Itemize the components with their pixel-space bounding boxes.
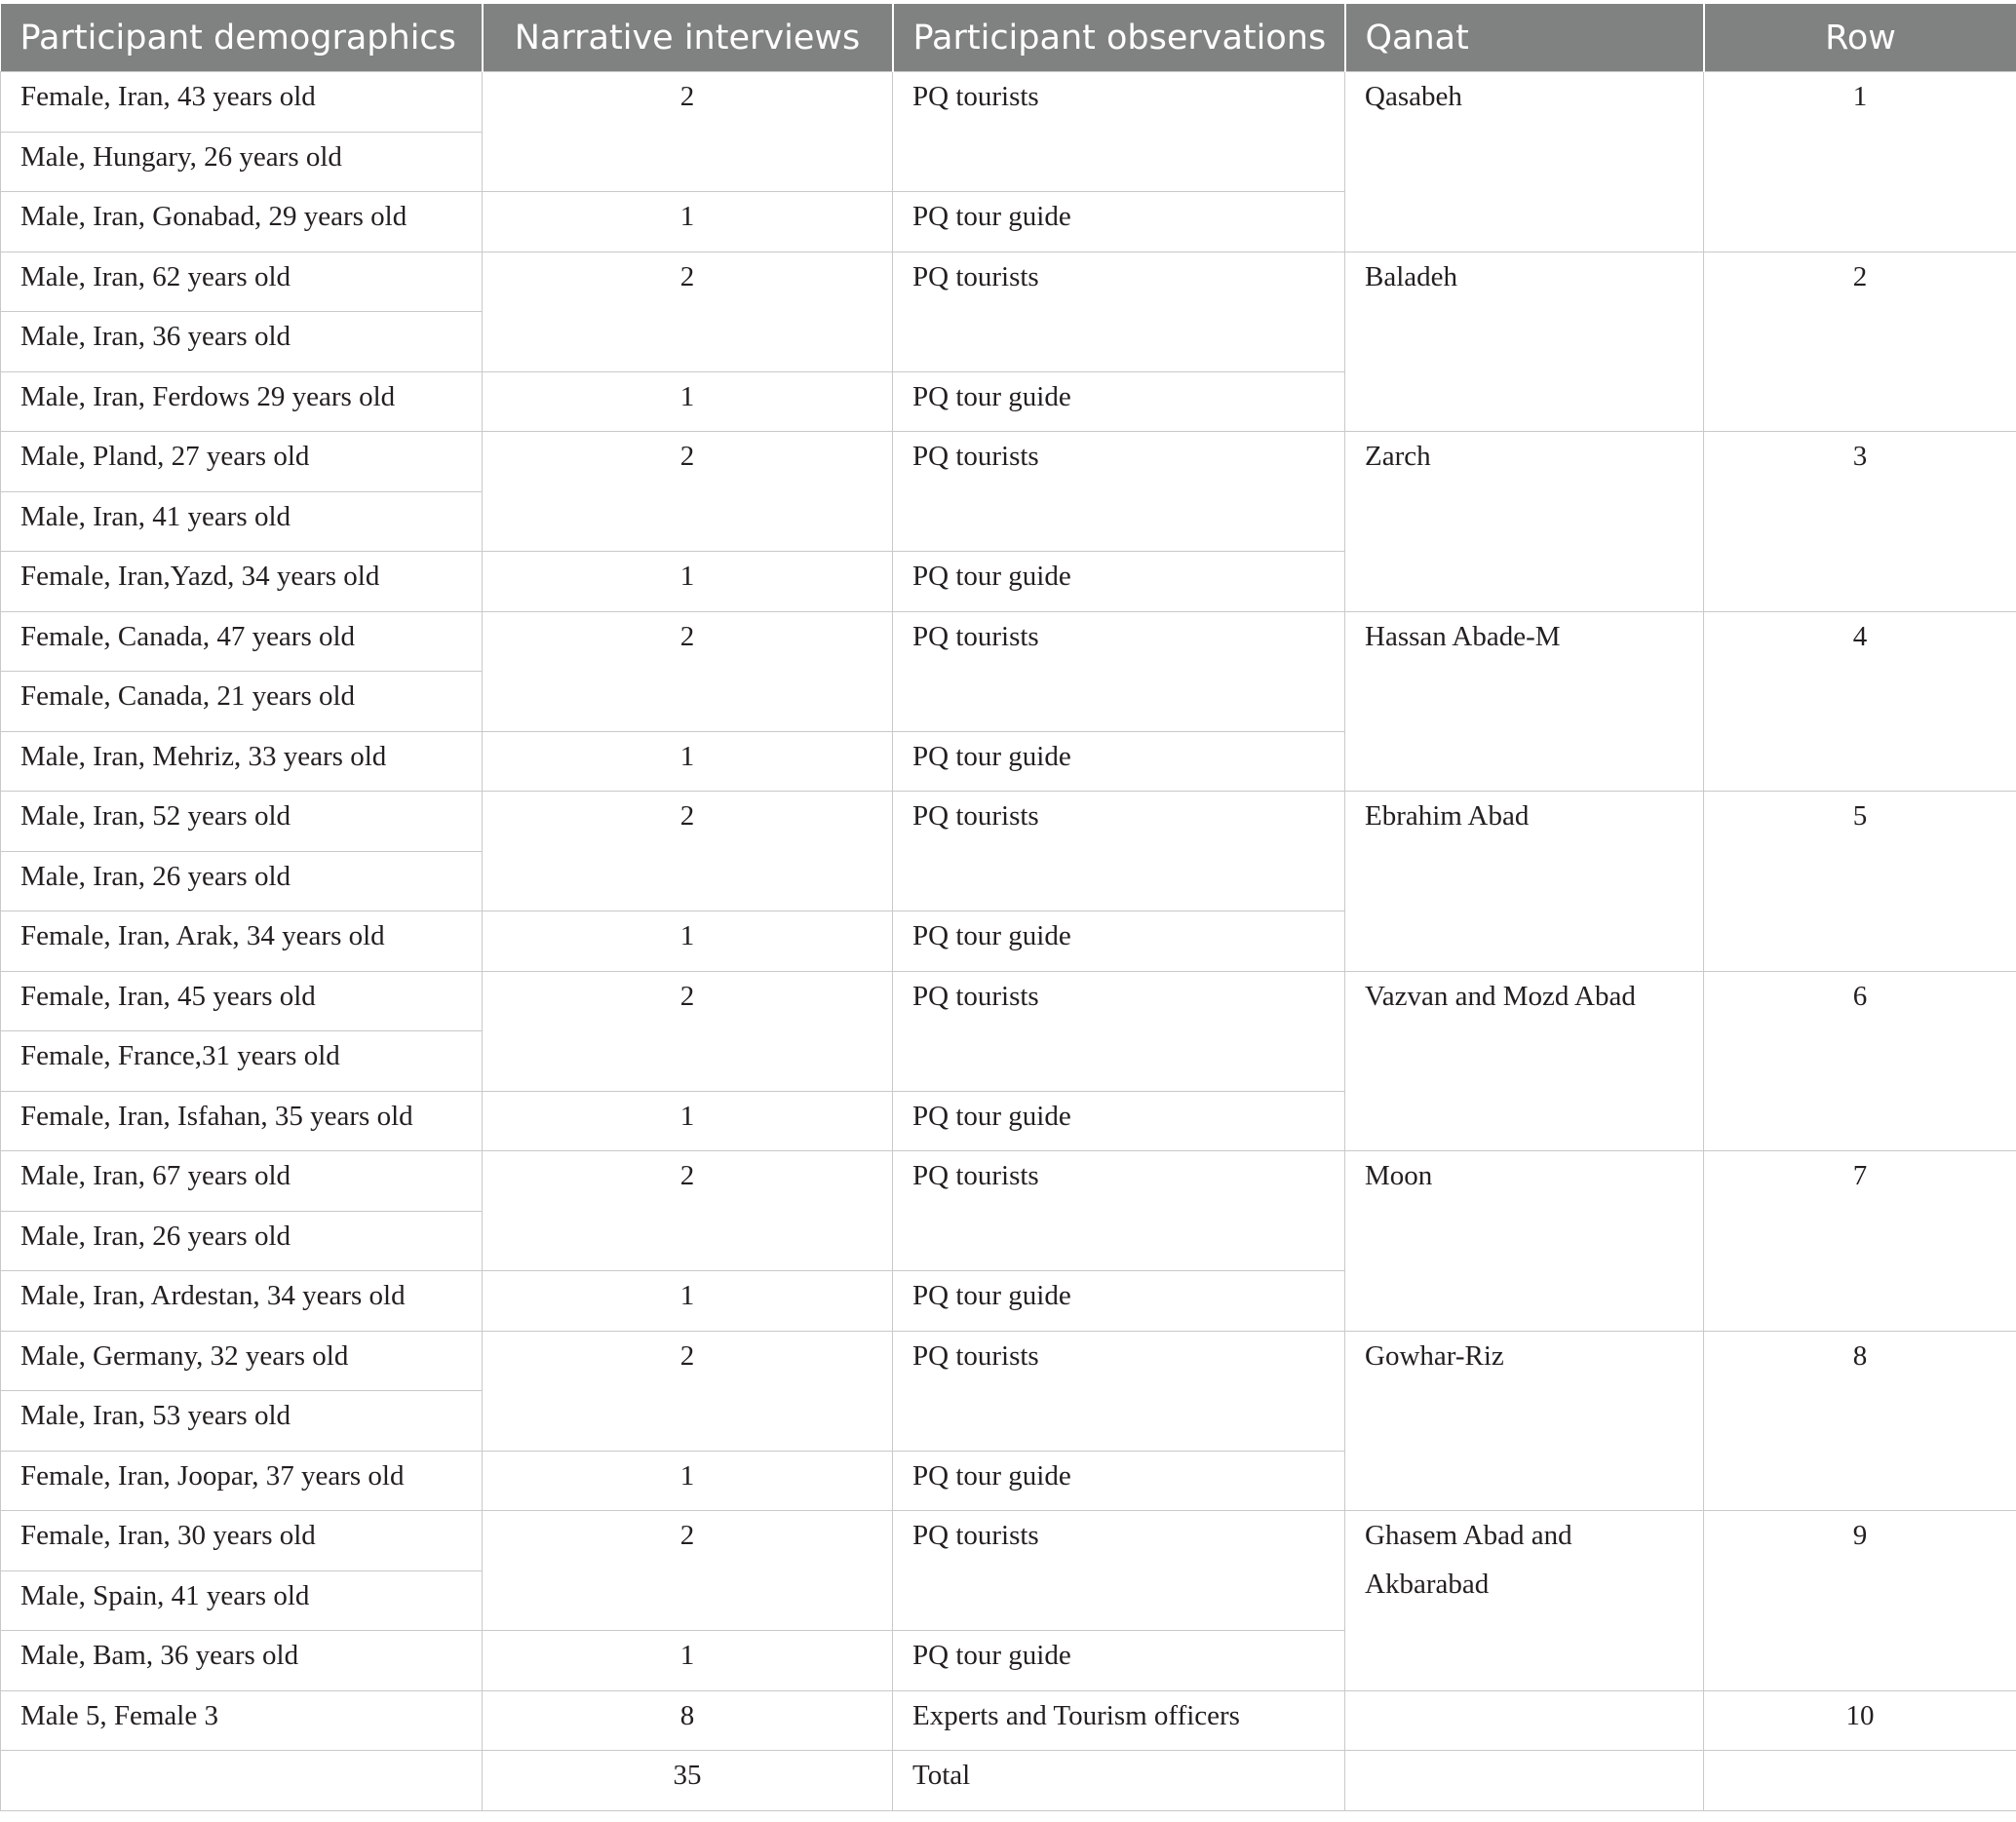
interviews-cell: 1 [483, 1451, 893, 1511]
table-row [1, 611, 2016, 672]
observations-cell: PQ tour guide [893, 1451, 1345, 1511]
interviews-cell: 2 [483, 611, 893, 731]
observations-cell: PQ tour guide [893, 911, 1345, 972]
interviews-cell: 1 [483, 1091, 893, 1151]
experts-row [1, 1690, 2016, 1751]
observations-cell: PQ tourists [893, 971, 1345, 1091]
observations-cell: PQ tour guide [893, 192, 1345, 252]
interviews-cell: 2 [483, 792, 893, 911]
demographics-cell: Female, Iran, 30 years old [1, 1511, 483, 1571]
row-number-cell: 8 [1704, 1331, 2016, 1511]
table-row [1, 971, 2016, 1031]
demographics-cell: Male, Iran, 53 years old [1, 1391, 483, 1452]
row-number-cell: 9 [1704, 1511, 2016, 1691]
demographics-cell: Male, Iran, 52 years old [1, 792, 483, 852]
observations-cell: PQ tourists [893, 432, 1345, 552]
demographics-cell: Male, Iran, 67 years old [1, 1151, 483, 1212]
table-body [1, 72, 2016, 1811]
observations-cell: PQ tourists [893, 792, 1345, 911]
observations-cell: PQ tourists [893, 72, 1345, 192]
header-participant-demographics: Participant demographics [1, 4, 483, 72]
demographics-cell: Female, Iran, 43 years old [1, 72, 483, 133]
qanat-cell: Hassan Abade-M [1345, 611, 1704, 792]
interviews-cell: 2 [483, 1511, 893, 1631]
interviews-cell: 2 [483, 1151, 893, 1271]
table-row [1, 1151, 2016, 1212]
interviews-cell: 2 [483, 971, 893, 1091]
table-row [1, 1331, 2016, 1391]
interviews-cell: 2 [483, 252, 893, 371]
table-row [1, 72, 2016, 133]
observations-cell: Experts and Tourism officers [893, 1690, 1345, 1751]
observations-cell: PQ tour guide [893, 552, 1345, 612]
row-number-cell: 4 [1704, 611, 2016, 792]
table-row [1, 792, 2016, 852]
demographics-cell: Female, Iran, Arak, 34 years old [1, 911, 483, 972]
observations-cell: PQ tour guide [893, 371, 1345, 432]
interviews-cell: 1 [483, 371, 893, 432]
row-number-cell: 1 [1704, 72, 2016, 252]
demographics-cell: Male, Iran, Mehriz, 33 years old [1, 731, 483, 792]
qanat-cell: Zarch [1345, 432, 1704, 612]
demographics-cell: Male, Hungary, 26 years old [1, 132, 483, 192]
demographics-cell: Male, Iran, 26 years old [1, 851, 483, 911]
demographics-cell: Female, Iran,Yazd, 34 years old [1, 552, 483, 612]
row-number-cell [1704, 1751, 2016, 1811]
interviews-cell: 35 [483, 1751, 893, 1811]
demographics-cell [1, 1751, 483, 1811]
interviews-cell: 1 [483, 192, 893, 252]
demographics-cell: Female, France,31 years old [1, 1031, 483, 1092]
participants-table [0, 4, 2016, 1811]
demographics-cell: Male, Iran, Gonabad, 29 years old [1, 192, 483, 252]
observations-cell: Total [893, 1751, 1345, 1811]
header-narrative-interviews: Narrative interviews [483, 4, 893, 72]
interviews-cell: 1 [483, 731, 893, 792]
observations-cell: PQ tourists [893, 611, 1345, 731]
interviews-cell: 1 [483, 1271, 893, 1332]
qanat-cell: Baladeh [1345, 252, 1704, 432]
qanat-cell: Moon [1345, 1151, 1704, 1332]
participants-table-container [0, 4, 2016, 1811]
qanat-cell: Vazvan and Mozd Abad [1345, 971, 1704, 1151]
table-row [1, 252, 2016, 312]
observations-cell: PQ tour guide [893, 1091, 1345, 1151]
demographics-cell: Male, Iran, 26 years old [1, 1211, 483, 1271]
demographics-cell: Male, Spain, 41 years old [1, 1570, 483, 1631]
interviews-cell: 1 [483, 1631, 893, 1691]
demographics-cell: Male, Bam, 36 years old [1, 1631, 483, 1691]
demographics-cell: Male, Iran, 36 years old [1, 312, 483, 372]
header-row: Row [1704, 4, 2016, 72]
demographics-cell: Male, Iran, 41 years old [1, 491, 483, 552]
demographics-cell: Male 5, Female 3 [1, 1690, 483, 1751]
observations-cell: PQ tourists [893, 1511, 1345, 1631]
table-row [1, 1511, 2016, 1571]
header-row [1, 4, 2016, 72]
interviews-cell: 1 [483, 552, 893, 612]
table-header [1, 4, 2016, 72]
qanat-cell: Ebrahim Abad [1345, 792, 1704, 972]
observations-cell: PQ tour guide [893, 1631, 1345, 1691]
demographics-cell: Male, Iran, 62 years old [1, 252, 483, 312]
demographics-cell: Female, Canada, 47 years old [1, 611, 483, 672]
row-number-cell: 10 [1704, 1690, 2016, 1751]
row-number-cell: 2 [1704, 252, 2016, 432]
demographics-cell: Male, Iran, Ferdows 29 years old [1, 371, 483, 432]
demographics-cell: Male, Iran, Ardestan, 34 years old [1, 1271, 483, 1332]
demographics-cell: Female, Iran, Joopar, 37 years old [1, 1451, 483, 1511]
observations-cell: PQ tour guide [893, 1271, 1345, 1332]
demographics-cell: Male, Germany, 32 years old [1, 1331, 483, 1391]
interviews-cell: 2 [483, 1331, 893, 1451]
row-number-cell: 7 [1704, 1151, 2016, 1332]
table-row [1, 432, 2016, 492]
interviews-cell: 2 [483, 72, 893, 192]
interviews-cell: 2 [483, 432, 893, 552]
demographics-cell: Female, Iran, Isfahan, 35 years old [1, 1091, 483, 1151]
header-participant-observations: Participant observations [893, 4, 1345, 72]
row-number-cell: 5 [1704, 792, 2016, 972]
row-number-cell: 3 [1704, 432, 2016, 612]
observations-cell: PQ tour guide [893, 731, 1345, 792]
qanat-cell: Qasabeh [1345, 72, 1704, 252]
header-qanat: Qanat [1345, 4, 1704, 72]
qanat-cell [1345, 1690, 1704, 1751]
interviews-cell: 8 [483, 1690, 893, 1751]
qanat-cell [1345, 1751, 1704, 1811]
observations-cell: PQ tourists [893, 252, 1345, 371]
demographics-cell: Female, Iran, 45 years old [1, 971, 483, 1031]
total-row [1, 1751, 2016, 1811]
qanat-cell: Ghasem Abad and Akbarabad [1345, 1511, 1704, 1691]
qanat-cell: Gowhar-Riz [1345, 1331, 1704, 1511]
observations-cell: PQ tourists [893, 1331, 1345, 1451]
interviews-cell: 1 [483, 911, 893, 972]
demographics-cell: Female, Canada, 21 years old [1, 672, 483, 732]
demographics-cell: Male, Pland, 27 years old [1, 432, 483, 492]
observations-cell: PQ tourists [893, 1151, 1345, 1271]
row-number-cell: 6 [1704, 971, 2016, 1151]
